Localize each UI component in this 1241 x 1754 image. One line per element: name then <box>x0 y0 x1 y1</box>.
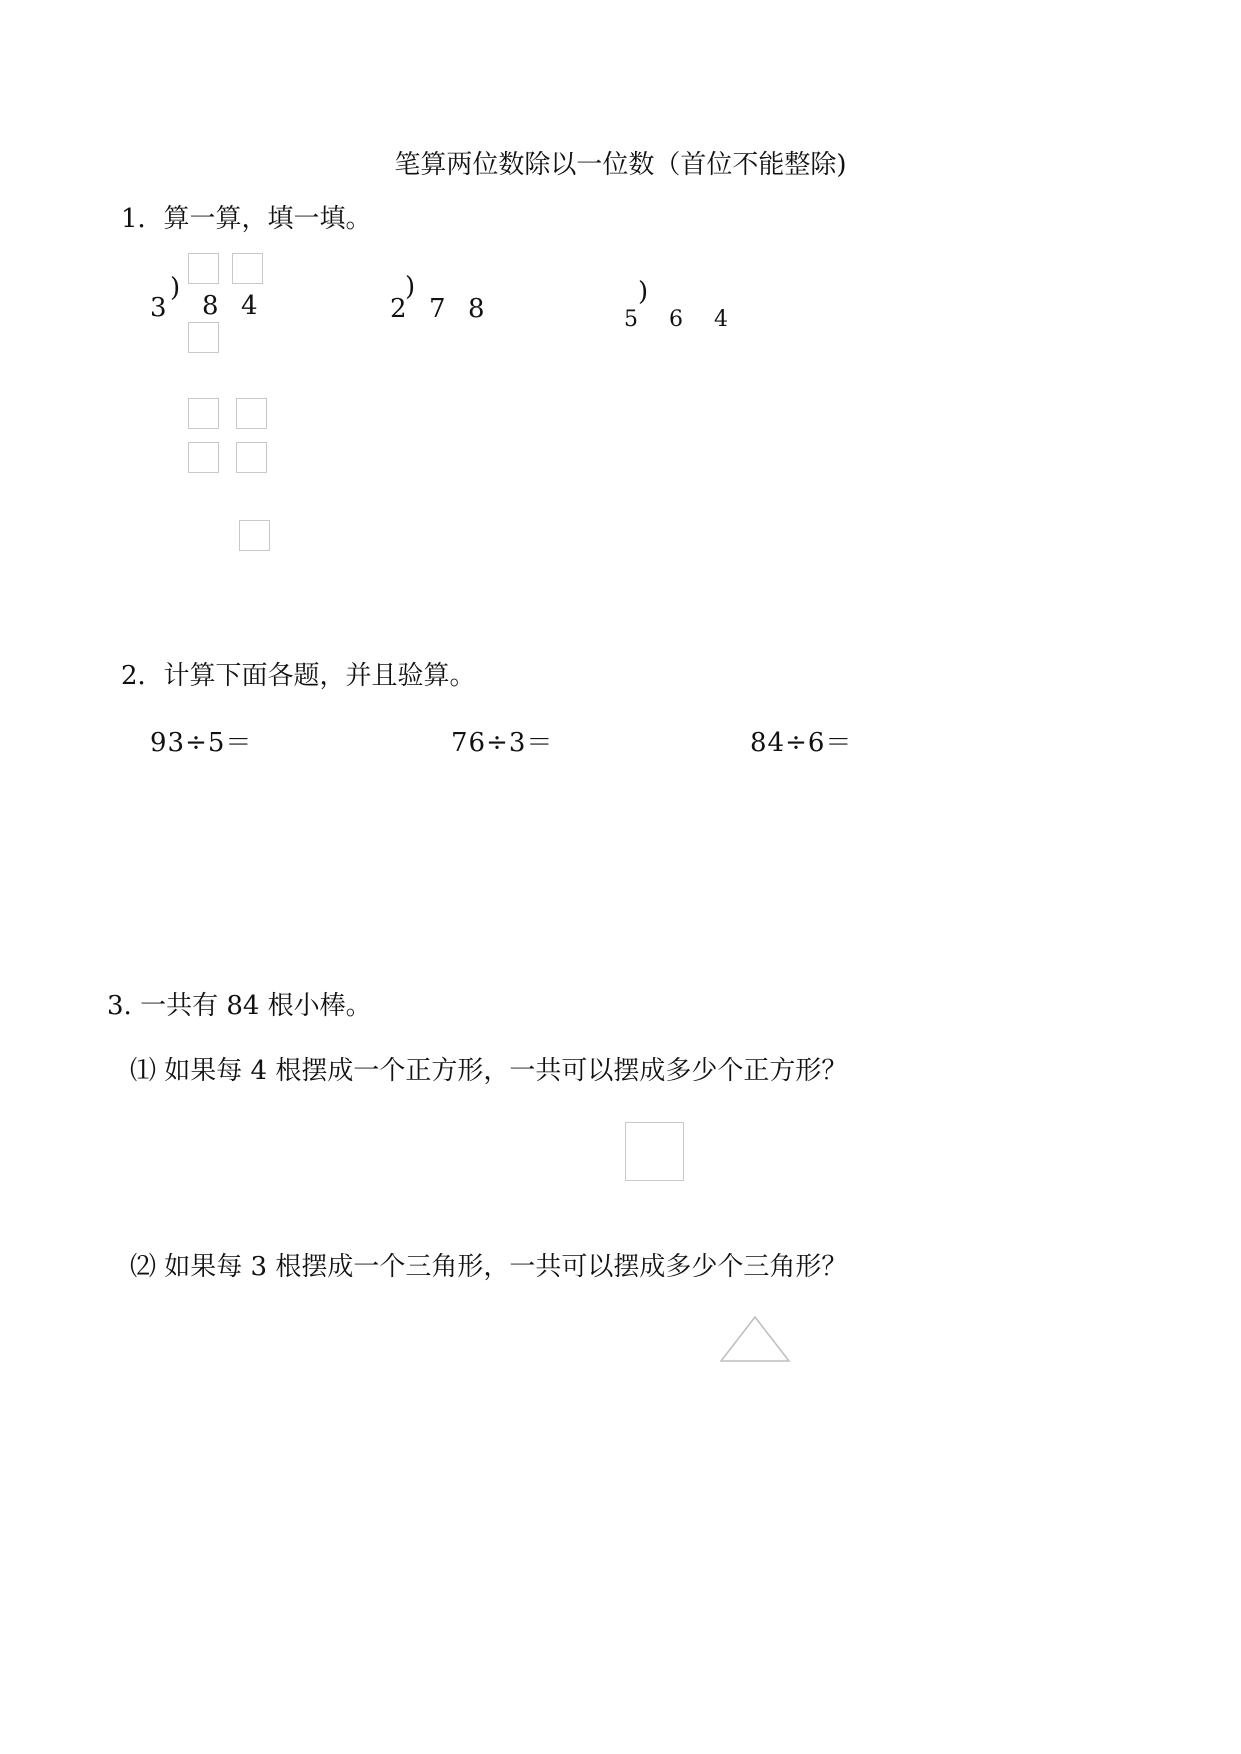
quotient-box-tens[interactable] <box>188 253 219 284</box>
division-bracket-1: ) <box>170 273 181 303</box>
quotient-box-ones[interactable] <box>232 253 263 284</box>
dividend-3-digit-ones: 4 <box>714 307 728 332</box>
dividend-2-digit-ones: 8 <box>468 294 485 324</box>
calc-item-1: 93÷5＝ <box>150 728 253 758</box>
dividend-2-digit-tens: 7 <box>429 294 446 324</box>
product-box-2-tens[interactable] <box>188 442 219 473</box>
page-title: 笔算两位数除以一位数（首位不能整除) <box>394 150 847 180</box>
division-bracket-2: ) <box>405 272 416 302</box>
product-box-1[interactable] <box>188 322 219 353</box>
remainder-box-tens[interactable] <box>188 398 219 429</box>
question-1-heading: 1．算一算，填一填。 <box>121 204 372 234</box>
calc-item-3: 84÷6＝ <box>750 728 853 758</box>
dividend-3-digit-tens: 6 <box>669 307 683 332</box>
question-3-heading: 3. 一共有 84 根小棒。 <box>107 991 372 1021</box>
divisor-2: 2 <box>390 294 407 324</box>
product-box-2-ones[interactable] <box>236 442 267 473</box>
dividend-1-digit-ones: 4 <box>241 291 258 321</box>
remainder-box-ones[interactable] <box>236 398 267 429</box>
divisor-1: 3 <box>150 293 167 323</box>
final-remainder-box[interactable] <box>239 520 270 551</box>
calc-item-2: 76÷3＝ <box>451 728 554 758</box>
question-3-sub-2: ⑵ 如果每 3 根摆成一个三角形，一共可以摆成多少个三角形？ <box>130 1252 848 1282</box>
dividend-1-digit-tens: 8 <box>202 291 219 321</box>
triangle-figure <box>719 1315 791 1365</box>
division-bracket-3: ) <box>638 277 649 307</box>
question-2-heading: 2．计算下面各题，并且验算。 <box>121 661 476 691</box>
divisor-3: 5 <box>624 307 638 332</box>
square-figure <box>625 1122 684 1181</box>
question-3-sub-1: ⑴ 如果每 4 根摆成一个正方形，一共可以摆成多少个正方形？ <box>130 1056 848 1086</box>
